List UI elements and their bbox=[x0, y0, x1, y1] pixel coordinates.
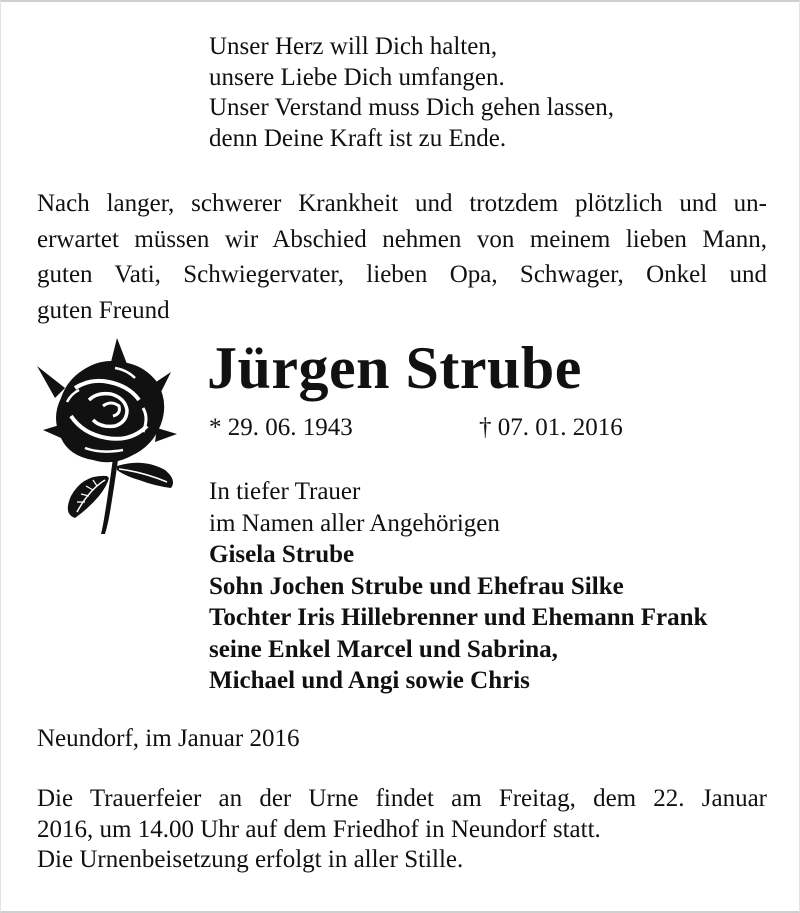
funeral-line: Die Trauerfeier an der Urne findet am Freitag, dem 22. Januar bbox=[37, 785, 767, 812]
mourner-name: Tochter Iris Hillebrenner und Ehemann Frank bbox=[209, 604, 708, 631]
mourner-name: seine Enkel Marcel und Sabrina, bbox=[209, 635, 558, 663]
life-dates bbox=[209, 412, 623, 444]
mourner-name: Gisela Strube bbox=[209, 541, 355, 568]
intro-line: guten Freund bbox=[37, 296, 170, 324]
funeral-line: 2016, um 14.00 Uhr auf dem Friedhof in Neundorf statt. bbox=[37, 815, 601, 843]
mourners-block bbox=[209, 476, 707, 697]
poem-line: denn Deine Kraft ist zu Ende. bbox=[209, 124, 507, 152]
birth-date: * 29. 06. 1943 bbox=[209, 414, 353, 441]
poem-line: unsere Liebe Dich umfangen. bbox=[209, 63, 505, 91]
intro-line: Nach langer, schwerer Krankheit und trotzdem plötzlich und un- bbox=[37, 190, 767, 217]
mourner-name: Michael und Angi sowie Chris bbox=[209, 667, 530, 694]
mourning-line: im Namen aller Angehörigen bbox=[209, 509, 500, 537]
poem-line: Unser Verstand muss Dich gehen lassen, bbox=[209, 94, 615, 121]
intro-paragraph bbox=[37, 186, 767, 328]
intro-line: guten Vati, Schwiegervater, lieben Opa, Schwager, Onkel und bbox=[37, 261, 767, 288]
rose-icon bbox=[31, 338, 189, 536]
memorial-poem bbox=[209, 32, 614, 154]
mourning-line: In tiefer Trauer bbox=[209, 478, 361, 505]
intro-line: erwartet müssen wir Abschied nehmen von meinem lieben Mann, bbox=[37, 225, 767, 253]
poem-line: Unser Herz will Dich halten, bbox=[209, 33, 498, 60]
mourner-name: Sohn Jochen Strube und Ehefrau Silke bbox=[209, 572, 624, 600]
death-date: † 07. 01. 2016 bbox=[479, 414, 623, 441]
funeral-info bbox=[37, 784, 767, 876]
deceased-name: Jürgen Strube bbox=[207, 335, 582, 401]
funeral-line: Die Urnenbeisetzung erfolgt in aller Stille. bbox=[37, 846, 464, 873]
place-date: Neundorf, im Januar 2016 bbox=[37, 725, 300, 752]
